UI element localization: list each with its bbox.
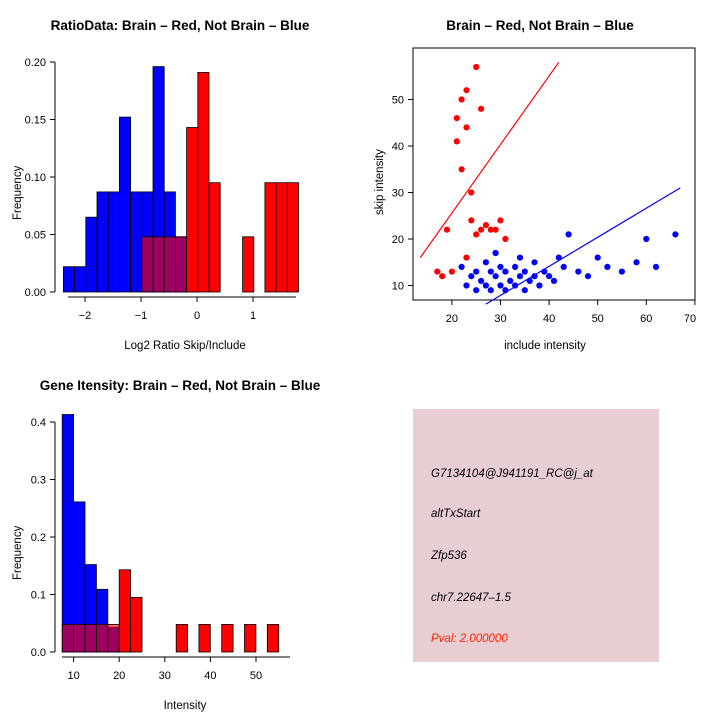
svg-text:50: 50 <box>391 94 404 107</box>
svg-text:20: 20 <box>445 313 459 325</box>
info-panel <box>413 409 659 662</box>
svg-text:0: 0 <box>193 310 201 322</box>
scatter-plot <box>360 0 720 360</box>
gene-histogram-xlabel: Intensity <box>163 700 207 712</box>
panel-gene-histogram <box>0 360 360 720</box>
svg-text:0.00: 0.00 <box>24 287 46 299</box>
svg-text:−1: −1 <box>134 310 148 322</box>
svg-text:30: 30 <box>494 313 507 325</box>
svg-text:20: 20 <box>391 234 404 246</box>
svg-text:0.20: 0.20 <box>24 57 46 69</box>
info-location: chr7.22647–1.5 <box>431 592 511 604</box>
svg-text:0.4: 0.4 <box>30 417 46 429</box>
info-gene-symbol: Zfp536 <box>431 550 467 562</box>
scatter-ylabel: skip intensity <box>374 149 386 215</box>
svg-text:40: 40 <box>204 670 217 682</box>
svg-text:30: 30 <box>391 187 404 200</box>
ratio-histogram-xlabel: Log2 Ratio Skip/Include <box>124 340 246 352</box>
svg-text:50: 50 <box>591 313 604 325</box>
ratio-histogram-ylabel: Frequency <box>12 165 24 220</box>
svg-text:30: 30 <box>158 670 171 682</box>
info-event-type: altTxStart <box>431 508 481 520</box>
svg-text:40: 40 <box>391 141 404 153</box>
svg-text:0.05: 0.05 <box>24 229 46 242</box>
svg-text:1: 1 <box>249 310 257 322</box>
ratio-histogram-plot <box>0 0 360 360</box>
svg-text:0.3: 0.3 <box>30 474 46 487</box>
panel-ratio-histogram <box>0 0 360 360</box>
info-probe-id: G7134104@J941191_RC@j_at <box>431 468 593 480</box>
ratio-histogram-title: RatioData: Brain – Red, Not Brain – Blue <box>50 18 310 33</box>
svg-text:70: 70 <box>683 313 697 325</box>
svg-text:10: 10 <box>391 280 404 293</box>
scatter-title: Brain – Red, Not Brain – Blue <box>446 18 634 33</box>
gene-histogram-ylabel: Frequency <box>12 525 24 580</box>
svg-text:0.15: 0.15 <box>24 114 46 127</box>
svg-text:0.0: 0.0 <box>30 647 46 659</box>
scatter-xlabel: include intensity <box>504 340 586 352</box>
svg-text:0.2: 0.2 <box>30 532 46 544</box>
svg-text:50: 50 <box>249 670 263 682</box>
svg-text:0.1: 0.1 <box>30 589 46 602</box>
panel-intensity-scatter <box>360 0 720 360</box>
gene-histogram-plot <box>0 360 360 720</box>
svg-text:−2: −2 <box>78 310 92 322</box>
svg-text:20: 20 <box>113 670 126 682</box>
svg-text:10: 10 <box>67 670 80 682</box>
svg-text:40: 40 <box>542 313 556 325</box>
svg-text:60: 60 <box>640 313 653 325</box>
info-pval: Pval: 2.000000 <box>431 633 508 645</box>
svg-text:0.10: 0.10 <box>24 172 46 184</box>
gene-histogram-title: Gene Itensity: Brain – Red, Not Brain – Blue <box>39 378 321 393</box>
